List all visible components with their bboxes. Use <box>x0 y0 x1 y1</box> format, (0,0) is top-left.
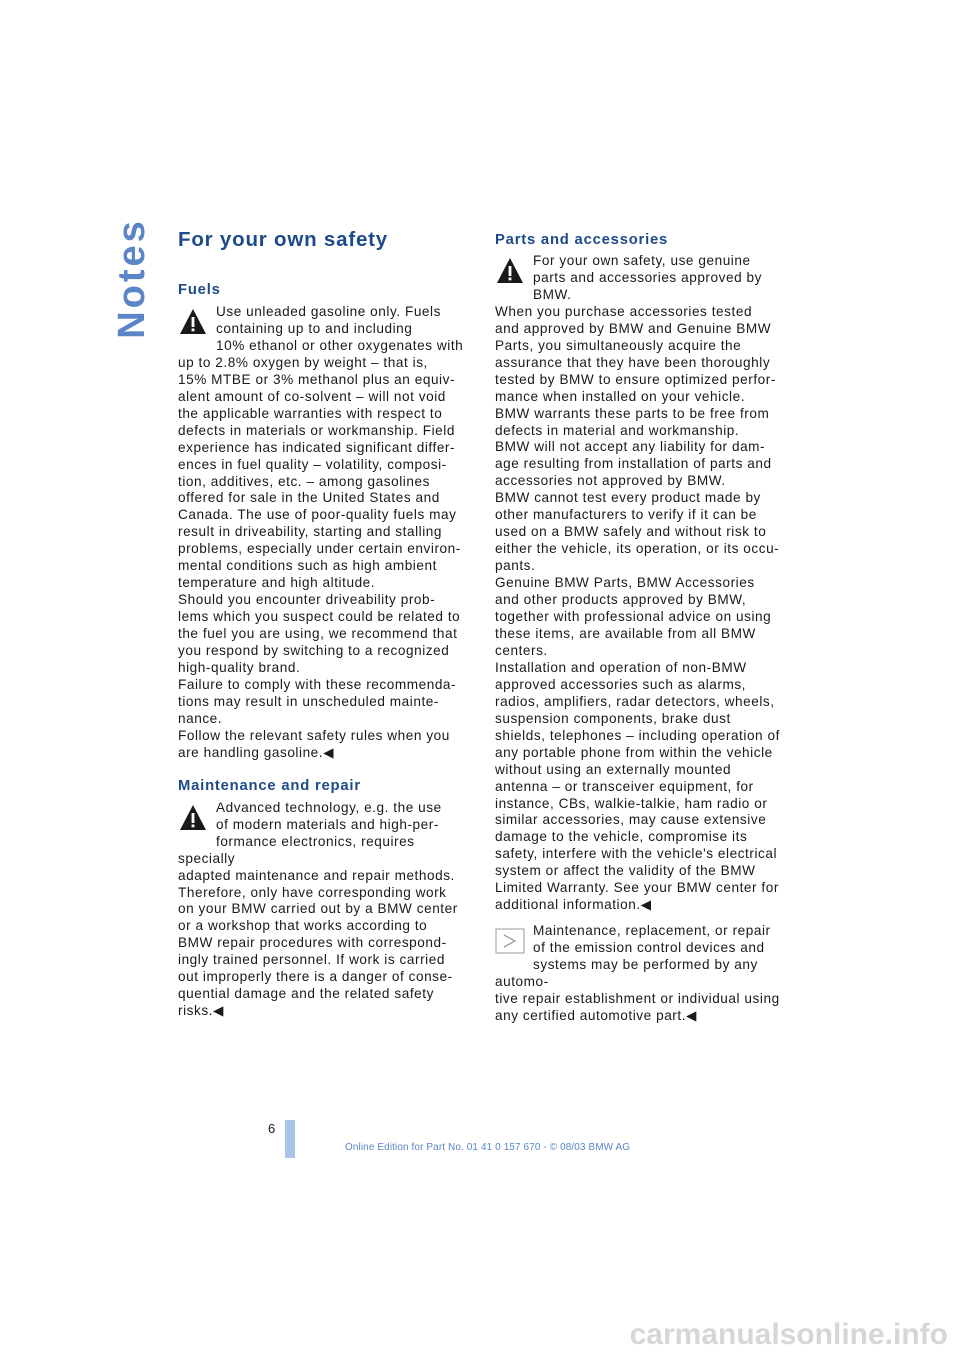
text-line: BMW will not accept any liability for dam- <box>495 439 766 455</box>
text-line: Installation and operation of non-BMW <box>495 659 747 675</box>
text-line: Advanced technology, e.g. the use <box>216 799 442 815</box>
text-line: tion, additives, etc. – among gasolines <box>178 473 430 489</box>
text-line: 10% ethanol or other oxygenates with <box>216 337 464 353</box>
text-line: of the emission control devices and <box>533 940 765 956</box>
warning-triangle-icon <box>178 803 208 833</box>
text-line: Genuine BMW Parts, BMW Accessories <box>495 575 755 591</box>
text-line: and other products approved by BMW, <box>495 592 747 608</box>
text-line: up to 2.8% oxygen by weight – that is, <box>178 354 428 370</box>
text-line: result in driveability, starting and stalling <box>178 524 443 540</box>
text-line: BMW repair procedures with correspond- <box>178 935 447 951</box>
text-line: system or affect the validity of the BMW <box>495 863 756 879</box>
text-line: mental conditions such as high ambient <box>178 558 437 574</box>
text-line: nance. <box>178 710 223 726</box>
text-line: assurance that they have been thoroughly <box>495 354 771 370</box>
text-line: adapted maintenance and repair methods. <box>178 867 455 883</box>
text-line: tive repair establishment or individual using <box>495 990 780 1006</box>
text-line: without using an externally mounted <box>495 761 732 777</box>
text-line: are handling gasoline.◀ <box>178 744 335 760</box>
text-line: of modern materials and high-per- <box>216 816 439 832</box>
text-line: BMW. <box>533 286 572 302</box>
text-line: other manufacturers to verify if it can be <box>495 507 757 523</box>
maintenance-heading: Maintenance and repair <box>178 777 361 794</box>
text-line: safety, interfere with the vehicle's electrical <box>495 846 778 862</box>
text-line: these items, are available from all BMW <box>495 625 756 641</box>
text-line: or a workshop that works according to <box>178 918 428 934</box>
parts-section <box>495 230 787 914</box>
text-line: damage to the vehicle, compromise its <box>495 829 748 845</box>
text-line: parts and accessories approved by <box>533 269 762 285</box>
section-tab-notes <box>110 217 153 339</box>
text-line: and approved by BMW and Genuine BMW <box>495 320 772 336</box>
text-line: Should you encounter driveability prob- <box>178 592 436 608</box>
emission-info-note <box>495 923 787 1025</box>
text-line: risks.◀ <box>178 1003 225 1019</box>
warning-triangle-icon <box>178 307 208 337</box>
fuels-heading: Fuels <box>178 282 221 298</box>
left-column <box>178 226 470 1020</box>
text-line: any portable phone from within the vehicle <box>495 744 773 760</box>
text-line: Maintenance, replacement, or repair <box>533 923 771 939</box>
parts-heading: Parts and accessories <box>495 232 669 248</box>
text-line: When you purchase accessories tested <box>495 303 753 319</box>
text-line: defects in material and workmanship. <box>495 422 740 438</box>
text-line: systems may be performed by any automo- <box>495 957 758 990</box>
text-line: suspension components, brake dust <box>495 710 731 726</box>
fuels-warning-note <box>178 304 470 762</box>
text-line: used on a BMW safely and without risk to <box>495 524 767 540</box>
text-line: tions may result in unscheduled mainte- <box>178 693 439 709</box>
text-line: age resulting from installation of parts and <box>495 456 772 472</box>
text-line: For your own safety, use genuine <box>533 253 751 268</box>
text-line: out improperly there is a danger of conse- <box>178 969 453 985</box>
text-line: on your BMW carried out by a BMW center <box>178 901 458 917</box>
text-line: accessories not approved by BMW. <box>495 473 726 489</box>
right-column <box>495 230 787 1025</box>
text-line: tested by BMW to ensure optimized perfor- <box>495 371 776 387</box>
text-line: instance, CBs, walkie-talkie, ham radio or <box>495 795 768 811</box>
emission-text <box>495 923 787 1025</box>
page-title: For your own safety <box>178 228 388 251</box>
text-line: 15% MTBE or 3% methanol plus an equiv- <box>178 371 456 387</box>
text-line: temperature and high altitude. <box>178 575 376 591</box>
text-line: centers. <box>495 642 548 658</box>
maintenance-text <box>178 800 470 1020</box>
text-line: antenna – or transceiver equipment, for <box>495 778 754 794</box>
text-line: BMW cannot test every product made by <box>495 490 761 506</box>
text-line: pants. <box>495 558 536 574</box>
text-line: Failure to comply with these recommenda- <box>178 676 457 692</box>
text-line: any certified automotive part.◀ <box>495 1007 698 1023</box>
text-line: radios, amplifiers, radar detectors, wheels, <box>495 693 775 709</box>
text-line: Parts, you simultaneously acquire the <box>495 337 742 353</box>
footer-accent-bar <box>285 1120 295 1158</box>
text-line: shields, telephones – including operation of <box>495 727 780 743</box>
parts-text <box>495 253 787 914</box>
text-line: alent amount of co-solvent – will not void <box>178 388 446 404</box>
text-line: high-quality brand. <box>178 660 301 676</box>
text-line: Therefore, only have corresponding work <box>178 884 447 900</box>
watermark: carmanualsonline.info <box>629 1318 948 1351</box>
text-line: Follow the relevant safety rules when you <box>178 727 450 743</box>
maintenance-warning-note <box>178 800 470 1020</box>
text-line: Canada. The use of poor-quality fuels may <box>178 507 457 523</box>
text-line: the fuel you are using, we recommend that <box>178 626 458 642</box>
edition-footer: Online Edition for Part No. 01 41 0 157 670 - © 08/03 BMW AG <box>345 1142 631 1153</box>
fuels-section <box>178 280 470 762</box>
text-line: approved accessories such as alarms, <box>495 676 746 692</box>
text-line: offered for sale in the United States and <box>178 490 440 506</box>
text-line: Use unleaded gasoline only. Fuels <box>216 304 441 319</box>
text-line: lems which you suspect could be related to <box>178 609 461 625</box>
warning-triangle-icon <box>495 256 525 286</box>
arrow-note-icon <box>495 926 525 956</box>
parts-warning-note <box>495 253 787 914</box>
text-line: together with professional advice on using <box>495 609 772 625</box>
maintenance-section <box>178 776 470 1020</box>
text-line: either the vehicle, its operation, or its occu- <box>495 541 780 557</box>
text-line: the applicable warranties with respect to <box>178 405 443 421</box>
text-line: similar accessories, may cause extensive <box>495 812 767 828</box>
text-line: experience has indicated significant differ- <box>178 439 456 455</box>
text-line: quential damage and the related safety <box>178 986 434 1002</box>
text-line: mance when installed on your vehicle. <box>495 388 746 404</box>
text-line: ences in fuel quality – volatility, composi- <box>178 456 447 472</box>
text-line: formance electronics, requires specially <box>178 833 415 866</box>
text-line: BMW warrants these parts to be free from <box>495 405 770 421</box>
text-line: ingly trained personnel. If work is carried <box>178 952 445 968</box>
text-line: containing up to and including <box>216 320 413 336</box>
page-number: 6 <box>268 1121 276 1136</box>
text-line: problems, especially under certain environ- <box>178 541 461 557</box>
section-tab-label: Notes <box>110 217 153 339</box>
text-line: defects in materials or workmanship. Field <box>178 422 455 438</box>
text-line: Limited Warranty. See your BMW center for <box>495 880 779 896</box>
text-line: you respond by switching to a recognized <box>178 643 450 659</box>
fuels-text <box>178 304 470 762</box>
text-line: additional information.◀ <box>495 897 652 913</box>
